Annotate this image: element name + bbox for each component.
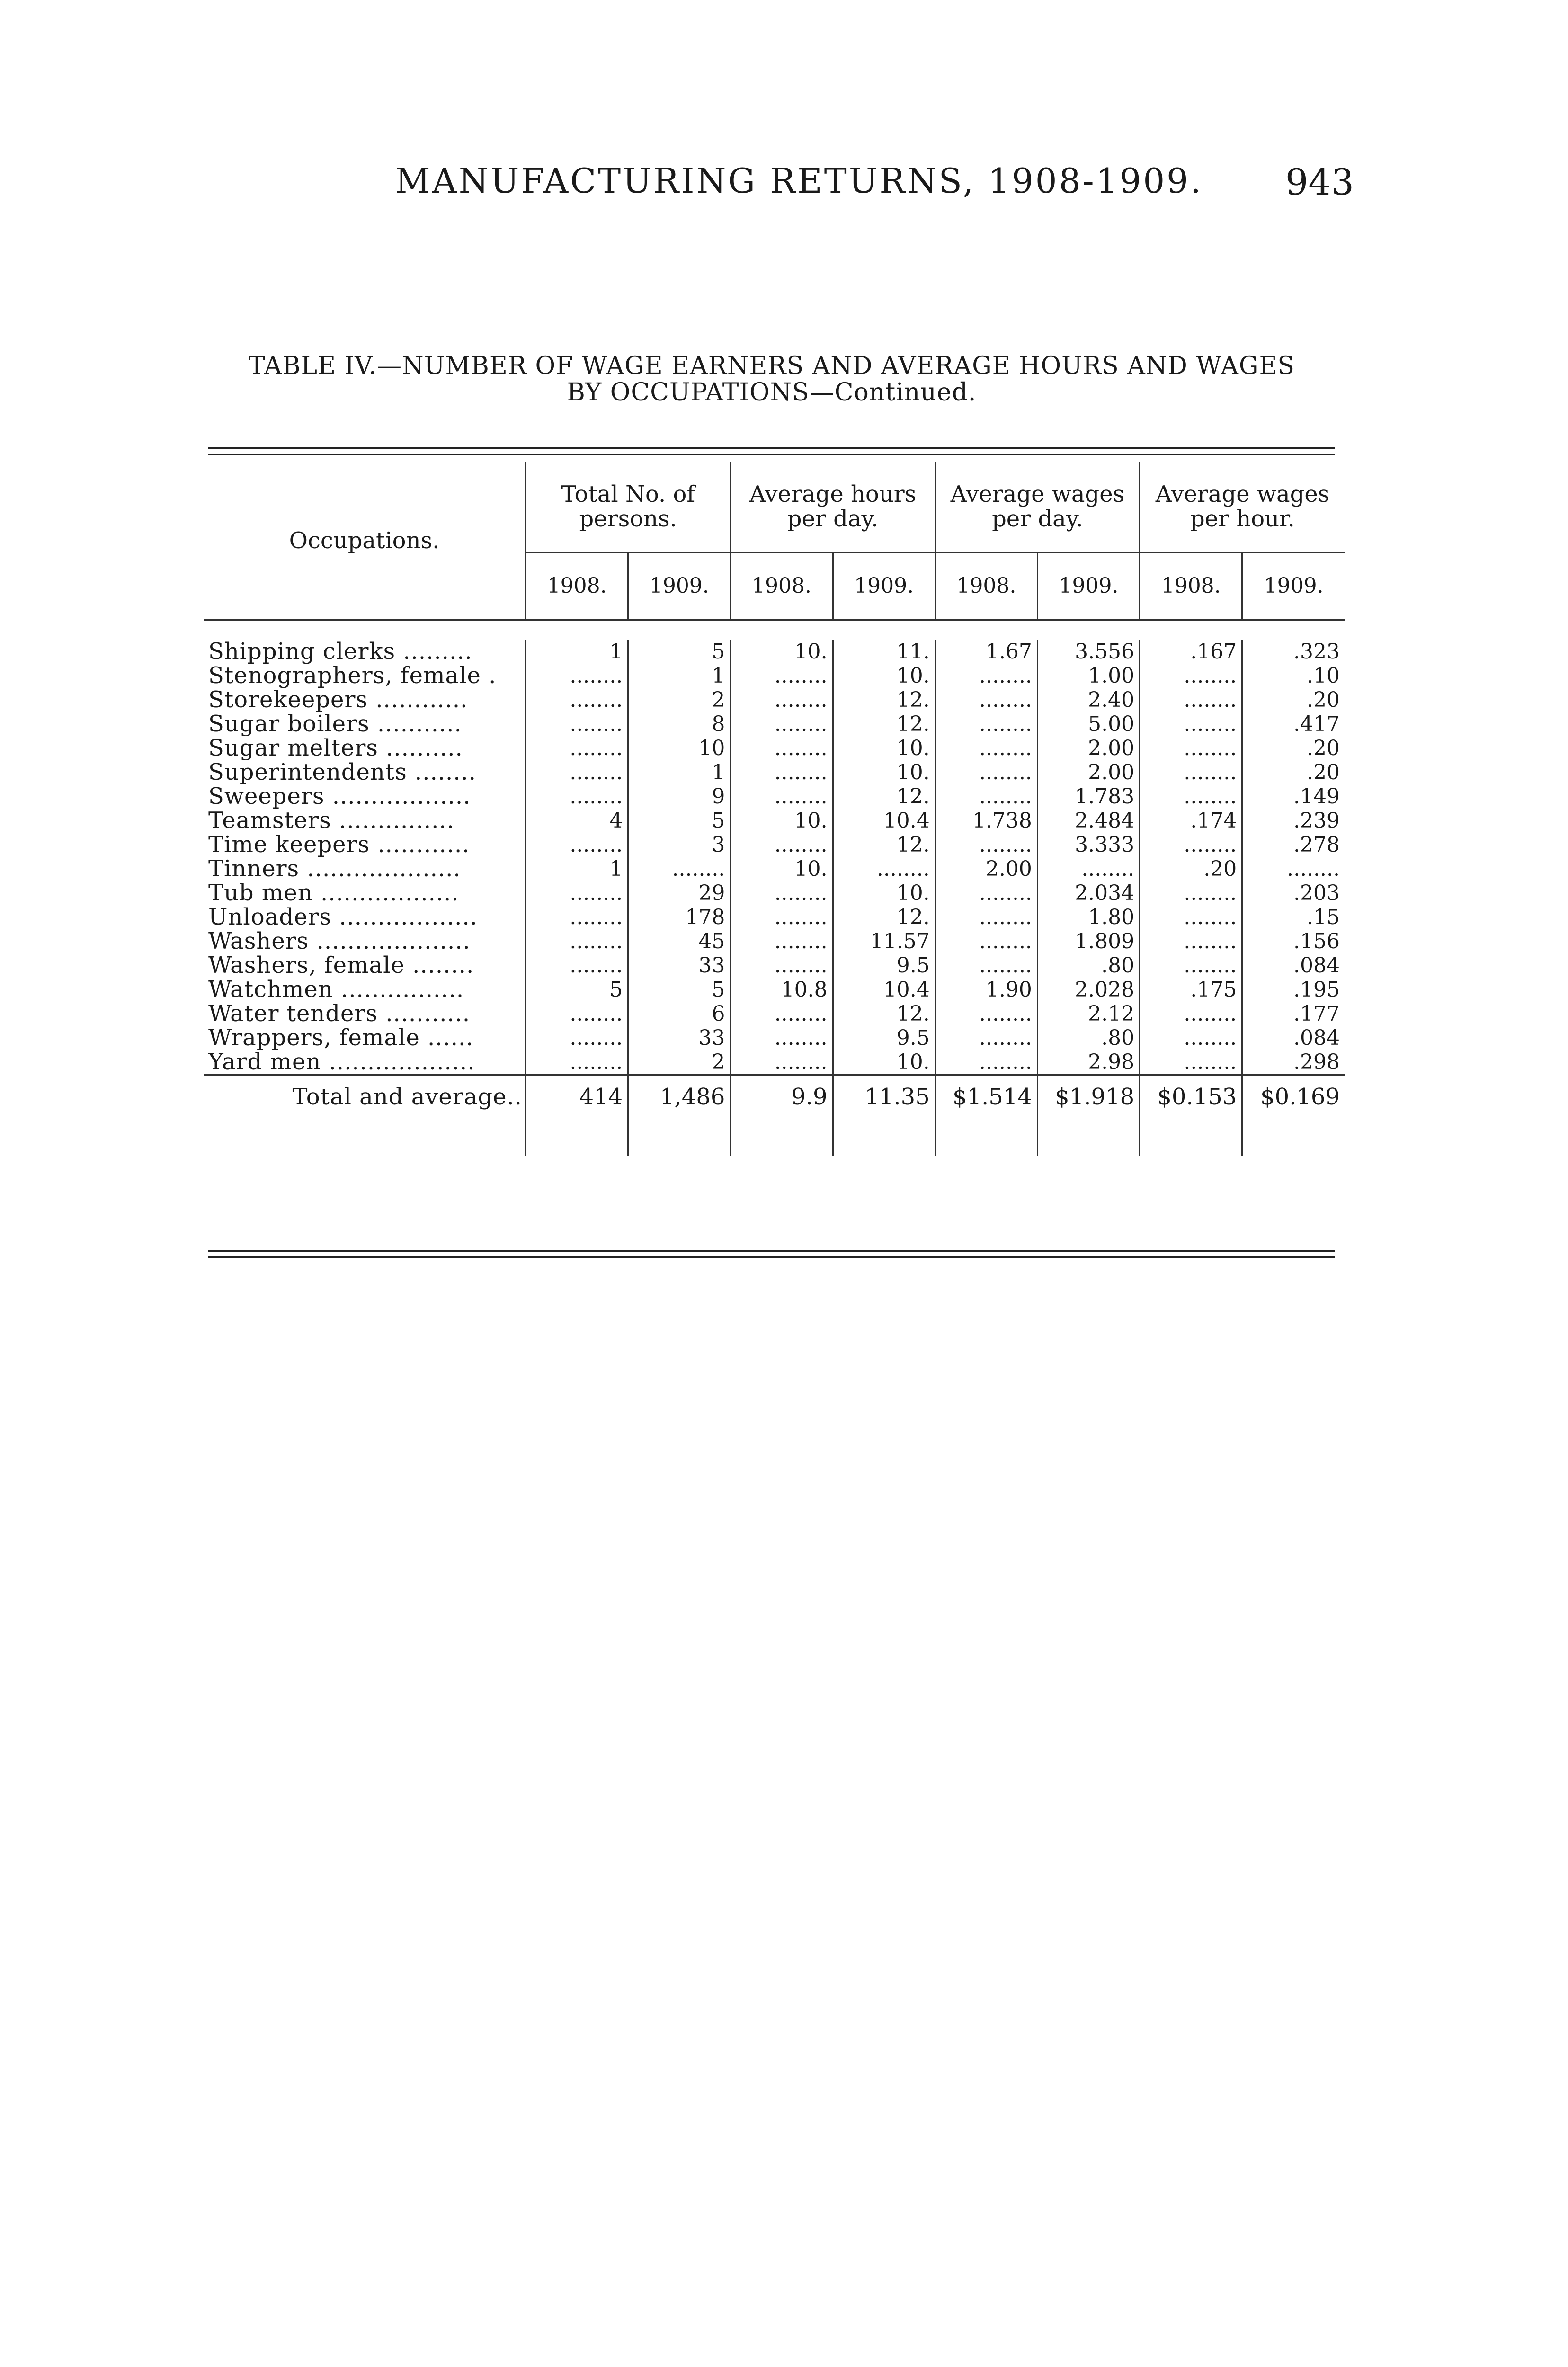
table-title-line-1: TABLE IV.—NUMBER OF WAGE EARNERS AND AVERAGE HOURS AND WAGES bbox=[248, 352, 1295, 380]
table-row bbox=[204, 929, 1345, 953]
year-header: 1909. bbox=[1242, 552, 1345, 620]
value-cell: 1 bbox=[628, 760, 731, 784]
value-cell: ........ bbox=[935, 664, 1037, 688]
value-cell: ........ bbox=[935, 953, 1037, 978]
value-cell: .80 bbox=[1037, 953, 1140, 978]
value-cell: .167 bbox=[1140, 640, 1242, 664]
value-cell: ........ bbox=[935, 760, 1037, 784]
value-cell: .203 bbox=[1242, 881, 1345, 905]
value-cell: 2.00 bbox=[935, 857, 1037, 881]
value-cell: 5 bbox=[628, 978, 731, 1002]
occupation-cell: Unloaders .................. bbox=[208, 905, 478, 929]
value-cell: ........ bbox=[935, 833, 1037, 857]
value-cell: .298 bbox=[1242, 1050, 1345, 1075]
value-cell: ........ bbox=[731, 953, 833, 978]
value-cell: .417 bbox=[1242, 712, 1345, 736]
value-cell: ........ bbox=[1140, 688, 1242, 712]
year-header: 1908. bbox=[1140, 552, 1242, 620]
value-cell: 10.8 bbox=[731, 978, 833, 1002]
value-cell: .20 bbox=[1242, 736, 1345, 760]
table-row bbox=[204, 905, 1345, 929]
value-cell: ........ bbox=[1140, 1026, 1242, 1050]
value-cell: 2.00 bbox=[1037, 736, 1140, 760]
value-cell: 45 bbox=[628, 929, 731, 953]
value-cell: ........ bbox=[1140, 664, 1242, 688]
occupation-cell: Washers, female ........ bbox=[208, 953, 474, 978]
value-cell: .084 bbox=[1242, 1026, 1345, 1050]
value-cell: ........ bbox=[731, 688, 833, 712]
value-cell: ........ bbox=[833, 857, 935, 881]
value-cell: 9 bbox=[628, 784, 731, 809]
value-cell: ........ bbox=[731, 1050, 833, 1075]
value-cell: 12. bbox=[833, 1002, 935, 1026]
value-cell: .156 bbox=[1242, 929, 1345, 953]
occupation-cell: Storekeepers ............ bbox=[208, 688, 468, 712]
value-cell: ........ bbox=[935, 905, 1037, 929]
value-cell: ........ bbox=[731, 1026, 833, 1050]
value-cell: ........ bbox=[935, 712, 1037, 736]
value-cell: ........ bbox=[935, 1026, 1037, 1050]
occupation-cell: Shipping clerks ......... bbox=[208, 640, 472, 664]
occupation-cell: Water tenders ........... bbox=[208, 1002, 471, 1026]
value-cell: .10 bbox=[1242, 664, 1345, 688]
value-cell: 4 bbox=[526, 809, 628, 833]
group-header-total-persons: Total No. of persons. bbox=[526, 462, 731, 552]
value-cell: ........ bbox=[1140, 712, 1242, 736]
value-cell: 9.5 bbox=[833, 1026, 935, 1050]
table-row bbox=[204, 857, 1345, 881]
value-cell: ........ bbox=[526, 953, 628, 978]
value-cell: .149 bbox=[1242, 784, 1345, 809]
wage-table-container bbox=[204, 462, 1345, 1156]
value-cell: 11.57 bbox=[833, 929, 935, 953]
year-header: 1909. bbox=[628, 552, 731, 620]
total-value-cell: $0.153 bbox=[1140, 1075, 1242, 1119]
wage-table bbox=[204, 462, 1345, 1156]
value-cell: ........ bbox=[1140, 1002, 1242, 1026]
value-cell: 1.80 bbox=[1037, 905, 1140, 929]
value-cell: 10 bbox=[628, 736, 731, 760]
value-cell: .239 bbox=[1242, 809, 1345, 833]
value-cell: 10. bbox=[731, 857, 833, 881]
value-cell: ........ bbox=[526, 881, 628, 905]
value-cell: 10. bbox=[731, 640, 833, 664]
total-value-cell: 9.9 bbox=[731, 1075, 833, 1119]
value-cell: ........ bbox=[1140, 881, 1242, 905]
value-cell: .20 bbox=[1140, 857, 1242, 881]
table-row bbox=[204, 1002, 1345, 1026]
total-value-cell: 1,486 bbox=[628, 1075, 731, 1119]
value-cell: ........ bbox=[1140, 833, 1242, 857]
page-header bbox=[379, 161, 1354, 213]
value-cell: ........ bbox=[526, 833, 628, 857]
value-cell: 10.4 bbox=[833, 809, 935, 833]
value-cell: 12. bbox=[833, 833, 935, 857]
occupations-header: Occupations. bbox=[289, 527, 440, 554]
table-row bbox=[204, 881, 1345, 905]
value-cell: .084 bbox=[1242, 953, 1345, 978]
value-cell: ........ bbox=[731, 929, 833, 953]
value-cell: 1.738 bbox=[935, 809, 1037, 833]
value-cell: 1.90 bbox=[935, 978, 1037, 1002]
value-cell: 33 bbox=[628, 1026, 731, 1050]
value-cell: 1 bbox=[526, 640, 628, 664]
value-cell: 12. bbox=[833, 784, 935, 809]
value-cell: 1 bbox=[526, 857, 628, 881]
occupation-cell: Sugar boilers ........... bbox=[208, 712, 462, 736]
table-row bbox=[204, 640, 1345, 664]
table-row bbox=[204, 953, 1345, 978]
value-cell: 10. bbox=[731, 809, 833, 833]
year-header: 1908. bbox=[935, 552, 1037, 620]
total-value-cell: $1.918 bbox=[1037, 1075, 1140, 1119]
value-cell: 5 bbox=[628, 640, 731, 664]
total-value-cell: $1.514 bbox=[935, 1075, 1037, 1119]
value-cell: 2 bbox=[628, 1050, 731, 1075]
value-cell: ........ bbox=[935, 784, 1037, 809]
value-cell: 8 bbox=[628, 712, 731, 736]
occupation-cell: Tub men .................. bbox=[208, 881, 459, 905]
running-title: MANUFACTURING RETURNS, 1908-1909. bbox=[395, 161, 1203, 201]
value-cell: .177 bbox=[1242, 1002, 1345, 1026]
value-cell: ........ bbox=[526, 712, 628, 736]
table-row bbox=[204, 712, 1345, 736]
top-rule-inner bbox=[208, 454, 1335, 455]
value-cell: ........ bbox=[935, 1050, 1037, 1075]
total-row bbox=[204, 1075, 1345, 1119]
value-cell: ........ bbox=[935, 929, 1037, 953]
value-cell: ........ bbox=[1037, 857, 1140, 881]
value-cell: 10. bbox=[833, 1050, 935, 1075]
value-cell: 10. bbox=[833, 736, 935, 760]
group-header-avg-wages-day: Average wages per day. bbox=[935, 462, 1140, 552]
year-header: 1909. bbox=[833, 552, 935, 620]
value-cell: ........ bbox=[731, 736, 833, 760]
value-cell: 2.40 bbox=[1037, 688, 1140, 712]
value-cell: ........ bbox=[1140, 784, 1242, 809]
value-cell: 3 bbox=[628, 833, 731, 857]
value-cell: ........ bbox=[1242, 857, 1345, 881]
occupation-cell: Watchmen ................ bbox=[208, 978, 464, 1002]
value-cell: ........ bbox=[526, 905, 628, 929]
value-cell: ........ bbox=[1140, 905, 1242, 929]
table-row bbox=[204, 978, 1345, 1002]
table-row bbox=[204, 688, 1345, 712]
value-cell: 11. bbox=[833, 640, 935, 664]
group-header-avg-wages-hour: Average wages per hour. bbox=[1140, 462, 1345, 552]
value-cell: .15 bbox=[1242, 905, 1345, 929]
value-cell: 2.12 bbox=[1037, 1002, 1140, 1026]
occupation-cell: Superintendents ........ bbox=[208, 760, 477, 784]
value-cell: ........ bbox=[731, 712, 833, 736]
bottom-rule-inner bbox=[208, 1256, 1335, 1258]
value-cell: ........ bbox=[526, 664, 628, 688]
table-title-line-2: BY OCCUPATIONS—Continued. bbox=[567, 378, 977, 407]
table-row bbox=[204, 784, 1345, 809]
value-cell: ........ bbox=[731, 833, 833, 857]
value-cell: ........ bbox=[1140, 1050, 1242, 1075]
total-label: Total and average.. bbox=[204, 1075, 526, 1119]
value-cell: 33 bbox=[628, 953, 731, 978]
occupation-cell: Sweepers .................. bbox=[208, 784, 471, 809]
value-cell: 9.5 bbox=[833, 953, 935, 978]
year-header: 1908. bbox=[526, 552, 628, 620]
group-header-avg-hours: Average hours per day. bbox=[731, 462, 935, 552]
value-cell: 1 bbox=[628, 664, 731, 688]
occupation-cell: Wrappers, female ...... bbox=[208, 1026, 474, 1050]
value-cell: 1.809 bbox=[1037, 929, 1140, 953]
value-cell: ........ bbox=[731, 1002, 833, 1026]
table-tail bbox=[204, 1118, 1345, 1156]
table-body bbox=[204, 620, 1345, 1157]
table-row bbox=[204, 833, 1345, 857]
value-cell: ........ bbox=[731, 784, 833, 809]
value-cell: 10. bbox=[833, 664, 935, 688]
value-cell: ........ bbox=[935, 736, 1037, 760]
value-cell: 3.556 bbox=[1037, 640, 1140, 664]
table-title bbox=[199, 353, 1345, 406]
value-cell: ........ bbox=[1140, 953, 1242, 978]
value-cell: 10. bbox=[833, 881, 935, 905]
value-cell: ........ bbox=[1140, 760, 1242, 784]
value-cell: ........ bbox=[731, 664, 833, 688]
value-cell: 10. bbox=[833, 760, 935, 784]
value-cell: .323 bbox=[1242, 640, 1345, 664]
value-cell: ........ bbox=[526, 1026, 628, 1050]
occupation-cell: Sugar melters .......... bbox=[208, 736, 463, 760]
value-cell: .80 bbox=[1037, 1026, 1140, 1050]
value-cell: 12. bbox=[833, 688, 935, 712]
table-row bbox=[204, 809, 1345, 833]
value-cell: ........ bbox=[935, 1002, 1037, 1026]
value-cell: 1.67 bbox=[935, 640, 1037, 664]
table-row bbox=[204, 760, 1345, 784]
occupation-cell: Teamsters ............... bbox=[208, 809, 454, 833]
value-cell: 178 bbox=[628, 905, 731, 929]
value-cell: 2.00 bbox=[1037, 760, 1140, 784]
value-cell: ........ bbox=[935, 688, 1037, 712]
value-cell: ........ bbox=[526, 760, 628, 784]
value-cell: 12. bbox=[833, 712, 935, 736]
occupation-cell: Stenographers, female . bbox=[208, 664, 497, 688]
value-cell: ........ bbox=[526, 1050, 628, 1075]
value-cell: ........ bbox=[1140, 929, 1242, 953]
occupation-cell: Tinners .................... bbox=[208, 857, 461, 881]
value-cell: 2.028 bbox=[1037, 978, 1140, 1002]
table-row bbox=[204, 664, 1345, 688]
page-number: 943 bbox=[1285, 161, 1354, 203]
value-cell: ........ bbox=[526, 688, 628, 712]
value-cell: ........ bbox=[731, 905, 833, 929]
value-cell: .20 bbox=[1242, 688, 1345, 712]
value-cell: 2.484 bbox=[1037, 809, 1140, 833]
total-value-cell: 11.35 bbox=[833, 1075, 935, 1119]
value-cell: 2.034 bbox=[1037, 881, 1140, 905]
value-cell: ........ bbox=[526, 929, 628, 953]
occupation-cell: Washers .................... bbox=[208, 929, 471, 953]
value-cell: ........ bbox=[731, 881, 833, 905]
value-cell: .175 bbox=[1140, 978, 1242, 1002]
value-cell: 12. bbox=[833, 905, 935, 929]
value-cell: 3.333 bbox=[1037, 833, 1140, 857]
value-cell: .278 bbox=[1242, 833, 1345, 857]
value-cell: ........ bbox=[526, 1002, 628, 1026]
total-value-cell: 414 bbox=[526, 1075, 628, 1119]
table-row bbox=[204, 736, 1345, 760]
value-cell: 2 bbox=[628, 688, 731, 712]
value-cell: 6 bbox=[628, 1002, 731, 1026]
value-cell: 5.00 bbox=[1037, 712, 1140, 736]
value-cell: ........ bbox=[628, 857, 731, 881]
value-cell: .195 bbox=[1242, 978, 1345, 1002]
occupation-cell: Time keepers ............ bbox=[208, 833, 470, 857]
bottom-rule bbox=[208, 1250, 1335, 1252]
value-cell: 10.4 bbox=[833, 978, 935, 1002]
value-cell: ........ bbox=[1140, 736, 1242, 760]
value-cell: 1.783 bbox=[1037, 784, 1140, 809]
value-cell: 5 bbox=[526, 978, 628, 1002]
value-cell: ........ bbox=[731, 760, 833, 784]
header-separator bbox=[204, 620, 1345, 640]
value-cell: 29 bbox=[628, 881, 731, 905]
year-header: 1909. bbox=[1037, 552, 1140, 620]
table-row bbox=[204, 1050, 1345, 1075]
value-cell: ........ bbox=[935, 881, 1037, 905]
value-cell: 2.98 bbox=[1037, 1050, 1140, 1075]
table-row bbox=[204, 1026, 1345, 1050]
value-cell: .20 bbox=[1242, 760, 1345, 784]
occupation-cell: Yard men ................... bbox=[208, 1050, 475, 1075]
year-header: 1908. bbox=[731, 552, 833, 620]
top-rule bbox=[208, 447, 1335, 449]
value-cell: .174 bbox=[1140, 809, 1242, 833]
value-cell: ........ bbox=[526, 784, 628, 809]
value-cell: 5 bbox=[628, 809, 731, 833]
value-cell: ........ bbox=[526, 736, 628, 760]
total-value-cell: $0.169 bbox=[1242, 1075, 1345, 1119]
value-cell: 1.00 bbox=[1037, 664, 1140, 688]
